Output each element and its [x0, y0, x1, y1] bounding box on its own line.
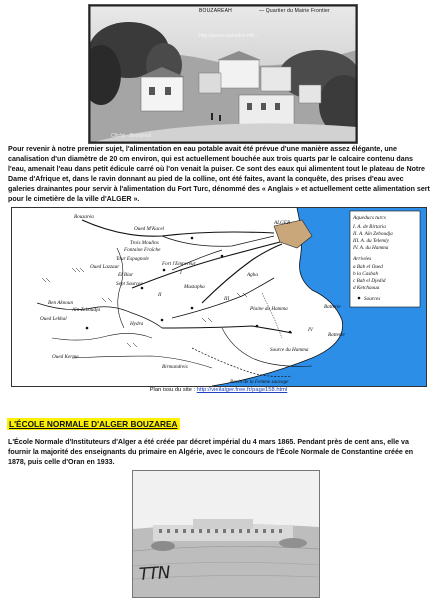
map-label-plaine-hamma: Plaine du Hamma: [250, 306, 288, 312]
map-caption: [0, 387, 437, 393]
legend-aqueduc-1: I. A. de Birtaria: [353, 224, 386, 230]
legend-source-marker: [358, 297, 361, 300]
map-numeral-4: IV: [308, 327, 313, 333]
map-label-el-biar: El Biar: [118, 272, 134, 278]
legend-aqueduc-4: IV. A. du Hamma: [353, 245, 389, 251]
legend-arrivee-d: d Ketchaoua: [353, 285, 380, 291]
postcard-caption-right: — Quartier du Mairie Frontier: [259, 8, 330, 14]
legend-aqueducs-title: Aqueducs turcs: [353, 215, 386, 221]
map-label-oued-lazzaur: Oued Lazzaur: [90, 264, 120, 270]
map-label-mkacel: Oued M'Kacel: [134, 226, 165, 232]
postcard-watermark-url: http://perso.wanadoo.fr/b...: [199, 33, 259, 39]
legend-aqueduc-3: III. A. du Telemly: [353, 238, 389, 244]
photographer-signature: TTN: [138, 562, 171, 586]
map-label-alger: ALGER: [274, 220, 291, 226]
map-label-oued-kerma: Oued Kerma: [52, 354, 79, 360]
postcard-bottom-label: Cliché - Bourgreal: [111, 133, 152, 139]
map-label-batterie-2: Batterie: [328, 332, 345, 338]
map-label-batterie-1: Batterie: [324, 304, 341, 310]
map-numeral-3: III: [224, 296, 230, 302]
map-legend: [350, 211, 420, 307]
legend-aqueduc-2: II. A. Aïn Zeboudja: [353, 231, 393, 237]
map-label-fontaine-fraiche: Fontaine Fraîche: [124, 247, 161, 253]
paragraph-water-supply: Pour revenir à notre premier sujet, l'alimentation en eau potable avait été prévue d'une manière assez élégante, une canalisation d'un diamètre de 20 cm environ, qui est actuellement bouchée aux trois quarts par le calcaire contenu dans l'eau, amenait l'eau dans petit édicule carré où l'on venait la puiser. Ce sont des eaux qui alimentent tout le plateau de Notre Dame d'Afrique et, dans le ravin donnant au pied de la colline, ont été faites, avant la conquête, des prises d'eau avec galeries drainantes pour servir à l'alimentation du Fort Turc, dénommé des « Anglais » et actuellement cette alimentation sert pour le cimetière de la ville d'ALGER ».: [8, 145, 430, 203]
legend-arrivee-c: c Bab el Djedid: [353, 278, 386, 284]
legend-arrivee-b: b la Casbah: [353, 271, 379, 277]
map-label-ain-zeboudja: Aïn Zeboudja: [72, 307, 101, 313]
map-label-mustapha: Mustapha: [184, 284, 205, 290]
map-label-sept-sources: Sept Sources: [116, 281, 143, 287]
legend-arrivees-title: Arrivées: [353, 256, 372, 262]
map-label-fort-empereur: Fort l'Empereur: [162, 261, 196, 267]
map-label-agha: Agha: [247, 272, 258, 278]
map-numeral-2: II: [158, 292, 162, 298]
map-label-birmandreis: Birmandreis: [162, 364, 188, 370]
postcard-photo-illustration: [89, 5, 357, 143]
map-label-ravin-femme: Ravin de la Femme sauvage: [230, 379, 289, 385]
map-source-link[interactable]: http://vieilalger.free.fr/page158.html: [196, 387, 288, 393]
paragraph-ecole-normale: L'École Normale d'Instituteurs d'Alger a été créée par décret impérial du 4 mars 1865. Pendant près de cent ans, elle va fournir la majorité des enseignants du primaire en Algérie, avec le concours de l'École Normale de Constantine créée en 1878, puis celle d'Oran en 1933.: [8, 438, 414, 466]
map-numeral-1: I: [180, 270, 182, 276]
ecole-normale-photo: [132, 470, 320, 598]
postcard-photo-bouzareah: [88, 4, 358, 144]
map-label-trois-moulins: Trois Moulins: [130, 240, 159, 246]
map-label-tour-espagnole: Tour Espagnole: [116, 256, 149, 262]
section-heading-ecole-normale: L'ÉCOLE NORMALE D'ALGER BOUZAREA: [9, 419, 178, 429]
legend-arrivee-a: a Bab el Oued: [353, 264, 383, 270]
aqueduct-map: [11, 207, 427, 387]
legend-sources: Sources: [364, 296, 381, 302]
postcard-caption-left: BOUZAREAH: [199, 8, 232, 14]
map-label-bouzarea: Bouzaréa: [74, 214, 94, 220]
map-label-ben-aknoun: Ben Aknoun: [48, 300, 74, 306]
map-label-hydra: Hydra: [130, 321, 144, 327]
map-label-oued-lekhal: Oued Lekhal: [40, 316, 67, 322]
map-label-source-hamma: Source du Hamma: [270, 347, 309, 353]
aqueduct-map-drawing: [12, 208, 426, 386]
map-caption-prefix: Plan issu du site :: [149, 387, 197, 393]
